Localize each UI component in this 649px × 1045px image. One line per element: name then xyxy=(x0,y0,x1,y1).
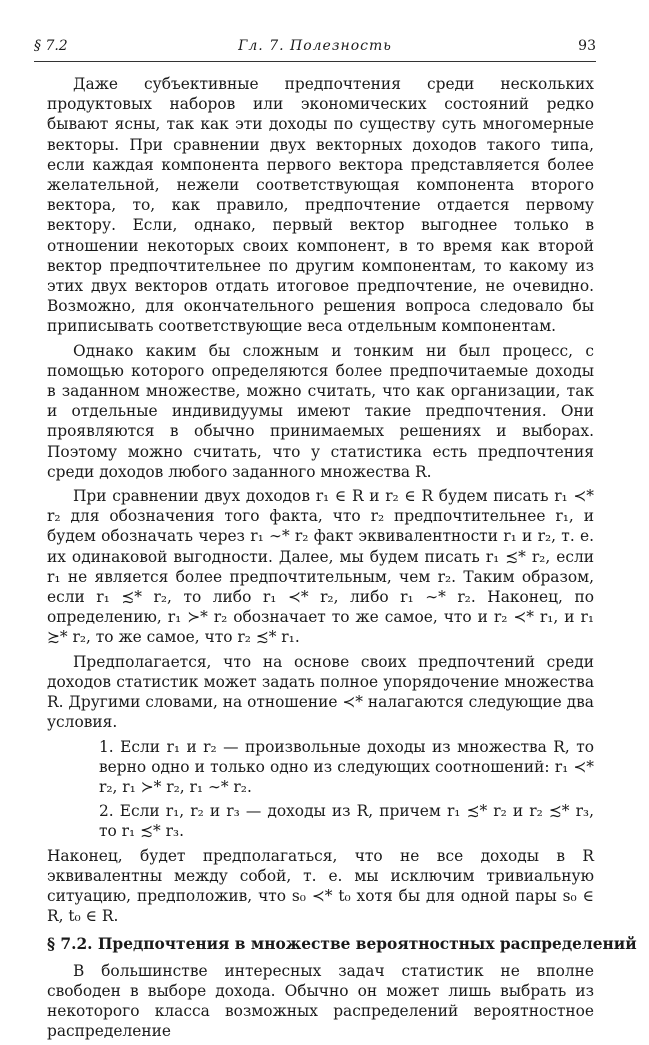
paragraph-5: Наконец, будет предполагаться, что не все доходы в R эквивалентны между собой, т. е. мы исключим тривиальную ситуацию, предположив, что s₀ ≺* t₀ хотя бы для одной пары s₀ ∈ R, t₀ ∈ R. xyxy=(47,846,594,926)
section-heading: § 7.2. Предпочтения в множестве вероятностных распределений xyxy=(47,935,637,954)
condition-2: 2. Если r₁, r₂ и r₃ — доходы из R, причем r₁ ≾* r₂ и r₂ ≾* r₃, то r₁ ≾* r₃. xyxy=(99,802,594,841)
header-chapter: Гл. 7. Полезность xyxy=(238,38,392,54)
header-section: § 7.2 xyxy=(34,38,68,54)
paragraph-2: Однако каким бы сложным и тонким ни был процесс, с помощью которого определяются более предпочитаемые доходы в заданном множестве, можно считать, что как организации, так и отдельные индивидуумы имеют такие предпочтения. Они проявляются в обычно принимаемых решениях и выборах. Поэтому можно считать, что у статистика есть предпочтения среди доходов любого заданного множества R. xyxy=(47,341,594,481)
header-rule xyxy=(34,61,596,62)
condition-1: 1. Если r₁ и r₂ — произвольные доходы из множества R, то верно одно и только одно из следующих соотношений: r₁ ≺* r₂, r₁ ≻* r₂, r₁ ∼* r₂. xyxy=(99,737,594,796)
paragraph-1: Даже субъективные предпочтения среди нескольких продуктовых наборов или экономических состояний редко бывают ясны, так как эти доходы по существу суть многомерные векторы. При сравнении двух векторных доходов такого типа, если каждая компонента первого вектора представляется более желательной, нежели соответствующая компонента второго вектора, то, как правило, предпочтение отдается первому вектору. Если, однако, первый вектор выгоднее только в отношении некоторых своих компонент, в то время как второй вектор предпочтительнее по другим компонентам, то какому из этих двух векторов отдать итоговое предпочтение, не очевидно. Возможно, для окончательного решения вопроса следовало бы приписывать соответствующие веса отдельным компонентам. xyxy=(47,75,594,336)
paragraph-4: Предполагается, что на основе своих предпочтений среди доходов статистик может задать полное упорядочение множества R. Другими словами, на отношение ≺* налагаются следующие два условия. xyxy=(47,652,594,732)
page-number: 93 xyxy=(578,38,596,54)
page-body xyxy=(47,74,637,1045)
paragraph-6: В большинстве интересных задач статистик не вполне свободен в выборе дохода. Обычно он может лишь выбрать из некоторого класса возможных распределений вероятностное распределение xyxy=(47,961,594,1041)
running-header xyxy=(34,38,596,62)
paragraph-3: При сравнении двух доходов r₁ ∈ R и r₂ ∈ R будем писать r₁ ≺* r₂ для обозначения того факта, что r₂ предпочтительнее r₁, и будем обозначать через r₁ ∼* r₂ факт эквивалентности r₁ и r₂, т. е. их одинаковой выгодности. Далее, мы будем писать r₁ ≾* r₂, если r₁ не является более предпочтительным, чем r₂. Таким образом, если r₁ ≾* r₂, то либо r₁ ≺* r₂, либо r₁ ∼* r₂. Наконец, по определению, r₁ ≻* r₂ обозначает то же самое, что и r₂ ≺* r₁, и r₁ ≿* r₂, то же самое, что r₂ ≾* r₁. xyxy=(47,487,594,647)
